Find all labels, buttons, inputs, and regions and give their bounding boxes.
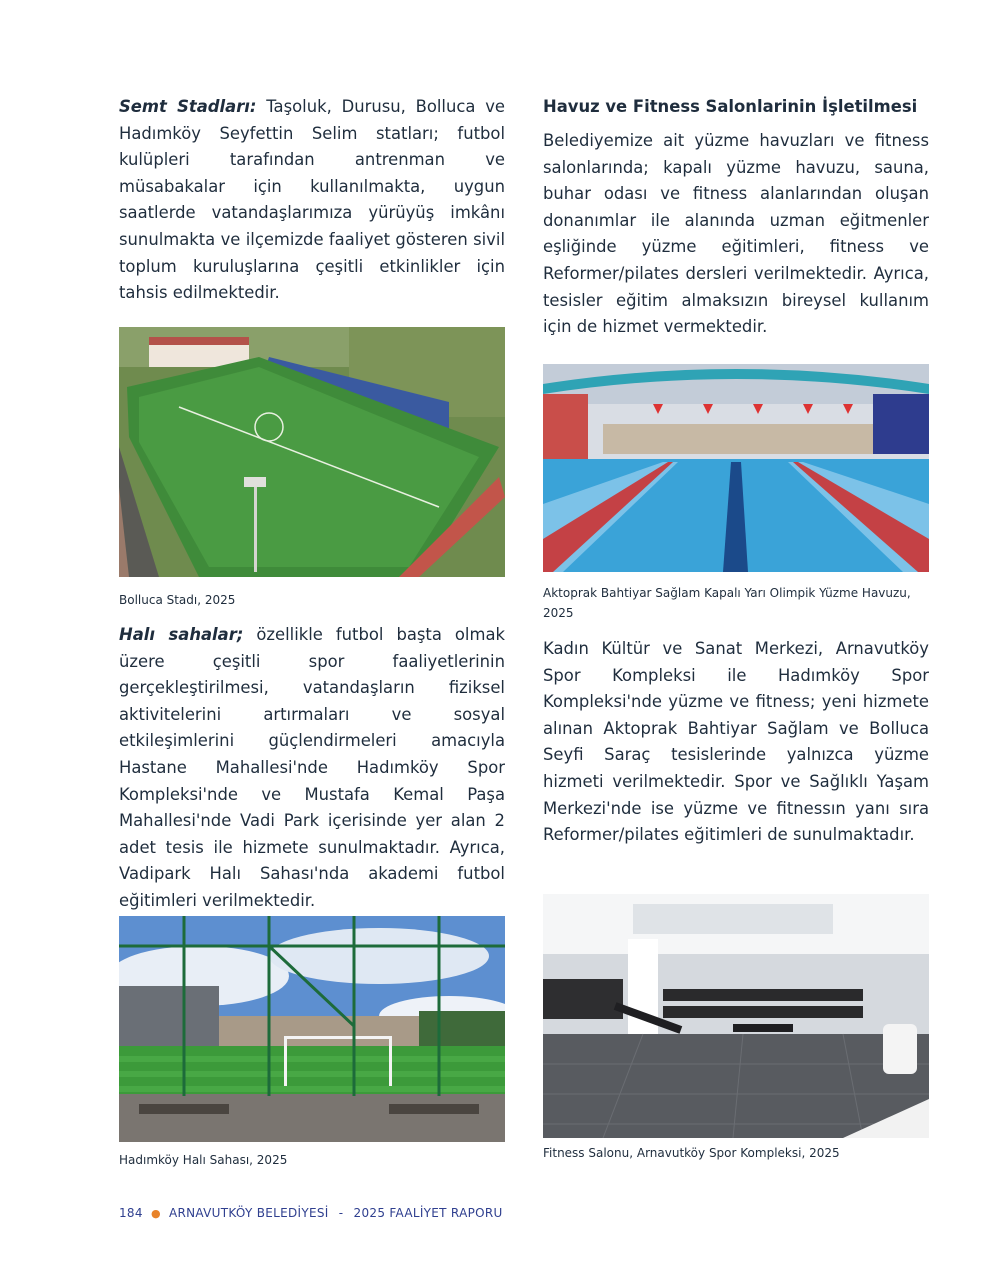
semt-text: Taşoluk, Durusu, Bolluca ve Hadımköy Seyfettin Selim statları; futbol kulüpleri tarafından antrenman ve müsabakalar için kullanılmakta, uygun saatlerde vatandaşlarımıza yürüyüş imkânı sunulmakta ve ilçemizde faaliyet gösteren sivil toplum kuruluşlarına çeşitli etkinlikler için tahsis edilmektedir. bbox=[119, 97, 505, 303]
footer-report: 2025 FAALİYET RAPORU bbox=[353, 1206, 503, 1220]
section-heading: Havuz ve Fitness Salonlarinin İşletilmesi bbox=[543, 97, 918, 116]
semt-paragraph bbox=[119, 94, 505, 307]
left-column-2 bbox=[119, 622, 505, 915]
right-column bbox=[543, 94, 929, 341]
semt-title: Semt Stadları: bbox=[119, 97, 257, 116]
hadimkoy-caption: Hadımköy Halı Sahası, 2025 bbox=[119, 1153, 288, 1167]
pool-paragraph: Belediyemize ait yüzme havuzları ve fitness salonlarında; kapalı yüzme havuzu, sauna, buhar odası ve fitness alanlarından oluşan donanımlar ile alanında uzman eğitmenler eşliğinde yüzme eğitimleri, fitness ve Reformer/pilates dersleri verilmektedir. Ayrıca, tesisler eğitim almaksızın bireysel kullanım için de hizmet vermektedir. bbox=[543, 131, 929, 337]
fitness-photo bbox=[543, 894, 929, 1138]
left-column bbox=[119, 94, 505, 307]
hali-title: Halı sahalar; bbox=[119, 625, 244, 644]
hali-text: özellikle futbol başta olmak üzere çeşitli spor faaliyetlerinin gerçekleştirilmesi, vatandaşların fiziksel aktivitelerini artırmaları ve sosyal etkileşimlerini güçlendirmeleri amacıyla Hastane Mahallesi'nde Hadımköy Spor Kompleksi'nde ve Mustafa Kemal Paşa Mahallesi'nde Vadi Park içerisinde yer alan 2 adet tesis ile hizmete sunulmaktadır. Ayrıca, Vadipark Halı Sahası'nda akademi futbol eğitimleri verilmektedir. bbox=[119, 625, 505, 910]
footer-dot-icon: ● bbox=[150, 1207, 161, 1220]
page-footer bbox=[119, 1206, 503, 1220]
facilities-paragraph: Kadın Kültür ve Sanat Merkezi, Arnavutköy Spor Kompleksi ile Hadımköy Spor Kompleksi'nde yüzme ve fitness; yeni hizmete alınan Aktoprak Bahtiyar Sağlam ve Bolluca Seyfi Saraç tesislerinde yalnızca yüzme hizmeti verilmektedir. Spor ve Sağlıklı Yaşam Merkezi'nde ise yüzme ve fitnessın yanı sıra Reformer/pilates eğitimleri de sunulmaktadır. bbox=[543, 639, 929, 845]
hali-paragraph bbox=[119, 622, 505, 915]
footer-separator: - bbox=[338, 1206, 344, 1220]
pool-photo bbox=[543, 364, 929, 572]
right-column-2 bbox=[543, 636, 929, 849]
hadimkoy-pitch-photo bbox=[119, 916, 505, 1142]
bolluca-stadium-photo bbox=[119, 327, 505, 577]
page-number: 184 bbox=[119, 1206, 143, 1220]
bolluca-caption: Bolluca Stadı, 2025 bbox=[119, 593, 236, 607]
fitness-caption: Fitness Salonu, Arnavutköy Spor Kompleksi, 2025 bbox=[543, 1146, 840, 1160]
footer-org: ARNAVUTKÖY BELEDİYESİ bbox=[168, 1206, 329, 1220]
pool-caption: Aktoprak Bahtiyar Sağlam Kapalı Yarı Olimpik Yüzme Havuzu, 2025 bbox=[543, 586, 911, 620]
